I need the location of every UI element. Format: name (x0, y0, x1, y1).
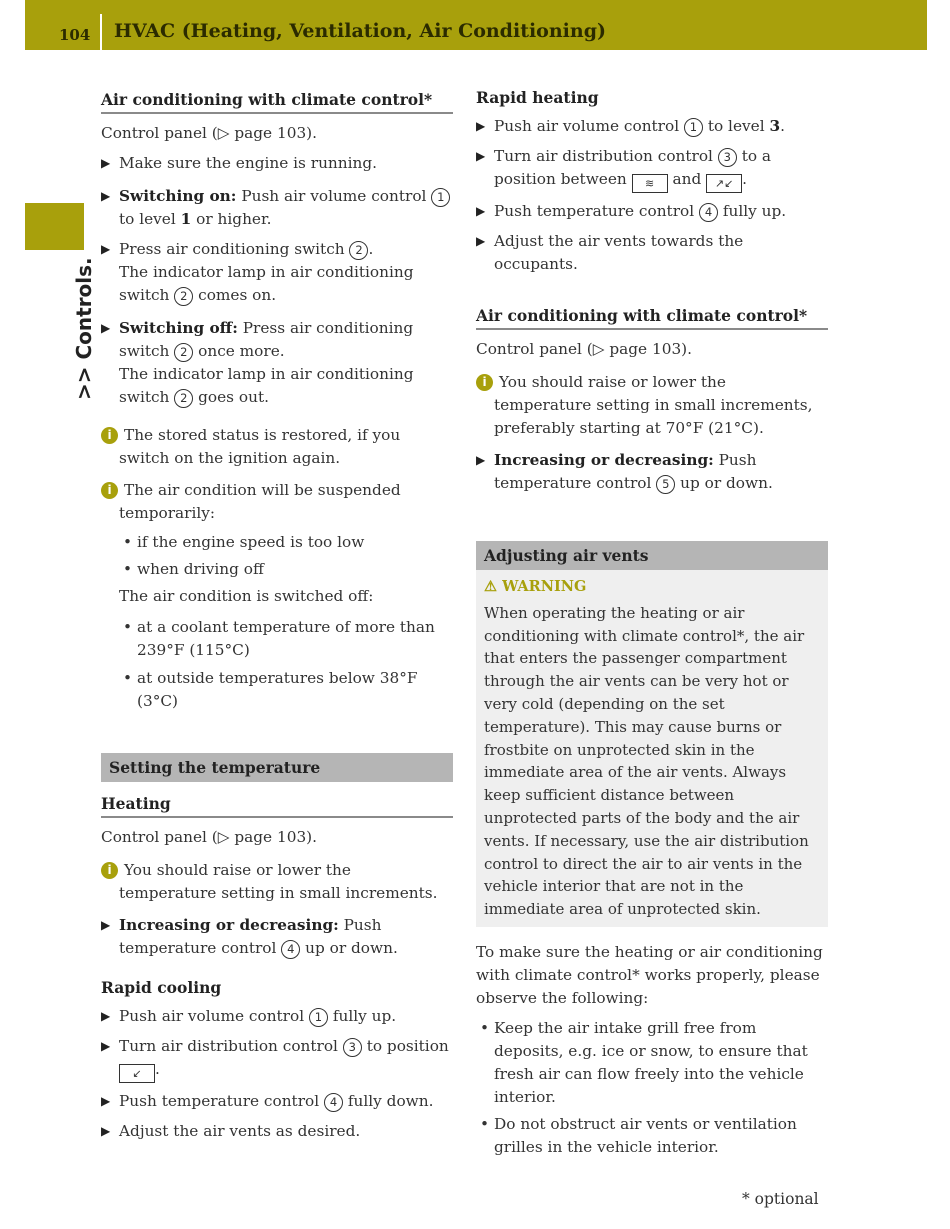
list-item: • if the engine speed is too low (119, 531, 453, 554)
number-4-icon: 4 (699, 203, 718, 222)
instruction-step: ▶ Push temperature control 4 fully down. (101, 1090, 453, 1113)
page-title: HVAC (Heating, Ventilation, Air Conditioning) (114, 20, 606, 42)
list-item: • at outside temperatures below 38°F (3°C) (119, 667, 453, 713)
number-2-icon: 2 (174, 343, 193, 362)
arrow-icon: ▶ (101, 1039, 111, 1053)
instruction-step: ▶ Switching on: Push air volume control 1 to level 1 or higher. (101, 185, 453, 231)
warning-heading: ⚠ WARNING (484, 578, 587, 595)
section-bar: Setting the temperature (101, 753, 453, 782)
header-divider (100, 14, 102, 50)
arrow-icon: ▶ (101, 156, 111, 170)
list-item: • Do not obstruct air vents or ventilation grilles in the vehicle interior. (476, 1113, 828, 1159)
section-tab (25, 203, 84, 250)
page-header (25, 0, 927, 50)
number-3-icon: 3 (343, 1038, 362, 1057)
subheading: Rapid heating (476, 88, 599, 107)
face-floor-vent-icon: ↗↙ (706, 174, 742, 193)
instruction-step: ▶ Adjust the air vents towards the occupants. (476, 232, 744, 273)
instruction-step: ▶ Push air volume control 1 fully up. (101, 1005, 453, 1028)
number-4-icon: 4 (281, 940, 300, 959)
instruction-step: ▶ Switching off: Press air conditioning switch 2 once more. The indicator lamp in air conditioning switch 2 goes out. (101, 319, 414, 406)
number-4-icon: 4 (324, 1093, 343, 1112)
instruction-step: ▶ Push temperature control 4 fully up. (476, 200, 828, 223)
section-label: >> Controls. (72, 257, 96, 400)
arrow-icon: ▶ (101, 1009, 111, 1023)
number-5-icon: 5 (656, 475, 675, 494)
list-item: • when driving off (119, 558, 453, 581)
info-icon: i (101, 482, 118, 499)
instruction-step: ▶ Increasing or decreasing: Push temperature control 4 up or down. (101, 916, 398, 957)
warning-icon: ⚠ (484, 578, 497, 595)
number-2-icon: 2 (349, 241, 368, 260)
arrow-icon: ▶ (101, 242, 111, 256)
left-column (101, 86, 453, 1150)
arrow-icon: ▶ (101, 1094, 111, 1108)
instruction-step: ▶ Turn air distribution control 3 to a position between ≋ and ↗↙ . (476, 145, 828, 193)
control-panel-ref: Control panel (▷ page 103). (101, 124, 318, 142)
control-panel-ref: Control panel (▷ page 103). (101, 828, 318, 846)
body-text: To make sure the heating or air conditioning with climate control* works properly, please observe the following: (476, 942, 823, 1007)
section-heading: Air conditioning with climate control* (476, 304, 828, 330)
instruction-step: ▶ Increasing or decreasing: Push temperature control 5 up or down. (476, 451, 773, 492)
arrow-icon: ▶ (476, 234, 486, 248)
section-heading: Air conditioning with climate control* (101, 88, 453, 114)
instruction-step: ▶ Turn air distribution control 3 to position ↙ . (101, 1035, 453, 1083)
number-2-icon: 2 (174, 389, 193, 408)
instruction-step: ▶ Adjust the air vents as desired. (101, 1120, 453, 1143)
control-panel-ref: Control panel (▷ page 103). (476, 340, 693, 358)
number-1-icon: 1 (684, 118, 703, 137)
info-note: i You should raise or lower the temperature setting in small increments. (101, 859, 453, 905)
arrow-icon: ▶ (476, 453, 486, 467)
arrow-icon: ▶ (101, 189, 111, 203)
instruction-step: ▶ Make sure the engine is running. (101, 152, 453, 175)
info-note: i The air condition will be suspended temporarily: (101, 479, 453, 525)
instruction-step: ▶ Push air volume control 1 to level 3. (476, 115, 828, 138)
number-1-icon: 1 (431, 188, 450, 207)
instruction-step: ▶ Press air conditioning switch 2 . The indicator lamp in air conditioning switch 2 comes on. (101, 240, 414, 304)
arrow-icon: ▶ (476, 119, 486, 133)
info-icon: i (101, 427, 118, 444)
list-item: • at a coolant temperature of more than 239°F (115°C) (119, 616, 453, 662)
footwell-vent-icon: ↙ (119, 1064, 155, 1083)
subheading: Rapid cooling (101, 978, 222, 997)
body-text: The air condition is switched off: (119, 587, 374, 605)
number-2-icon: 2 (174, 287, 193, 306)
warning-box (476, 570, 828, 927)
arrow-icon: ▶ (101, 321, 111, 335)
page-number: 104 (59, 26, 91, 44)
arrow-icon: ▶ (476, 149, 486, 163)
list-item: • Keep the air intake grill free from deposits, e.g. ice or snow, to ensure that fresh air can flow freely into the vehicle interior. (476, 1017, 828, 1109)
section-heading: Heating (101, 792, 453, 818)
info-note: i You should raise or lower the temperature setting in small increments, preferably starting at 70°F (21°C). (476, 371, 828, 440)
number-3-icon: 3 (718, 148, 737, 167)
arrow-icon: ▶ (101, 1124, 111, 1138)
section-bar: Adjusting air vents (476, 541, 828, 570)
number-1-icon: 1 (309, 1008, 328, 1027)
info-icon: i (476, 374, 493, 391)
info-icon: i (101, 862, 118, 879)
defrost-vent-icon: ≋ (632, 174, 668, 193)
info-note: i The stored status is restored, if you switch on the ignition again. (101, 424, 453, 470)
right-column (476, 86, 828, 1163)
warning-text: When operating the heating or air conditioning with climate control*, the air that enters the passenger compartment through the air vents can be very hot or very cold (depending on the set temperature). This may cause burns or frostbite on unprotected skin in the immediate area of the air vents. Always keep sufficient distance between unprotected parts of the body and the air vents. If necessary, use the air distribution control to direct the air to air vents in the vehicle interior that are not in the immediate area of unprotected skin. (484, 603, 809, 919)
optional-footnote: * optional (742, 1190, 819, 1208)
arrow-icon: ▶ (101, 918, 111, 932)
arrow-icon: ▶ (476, 204, 486, 218)
